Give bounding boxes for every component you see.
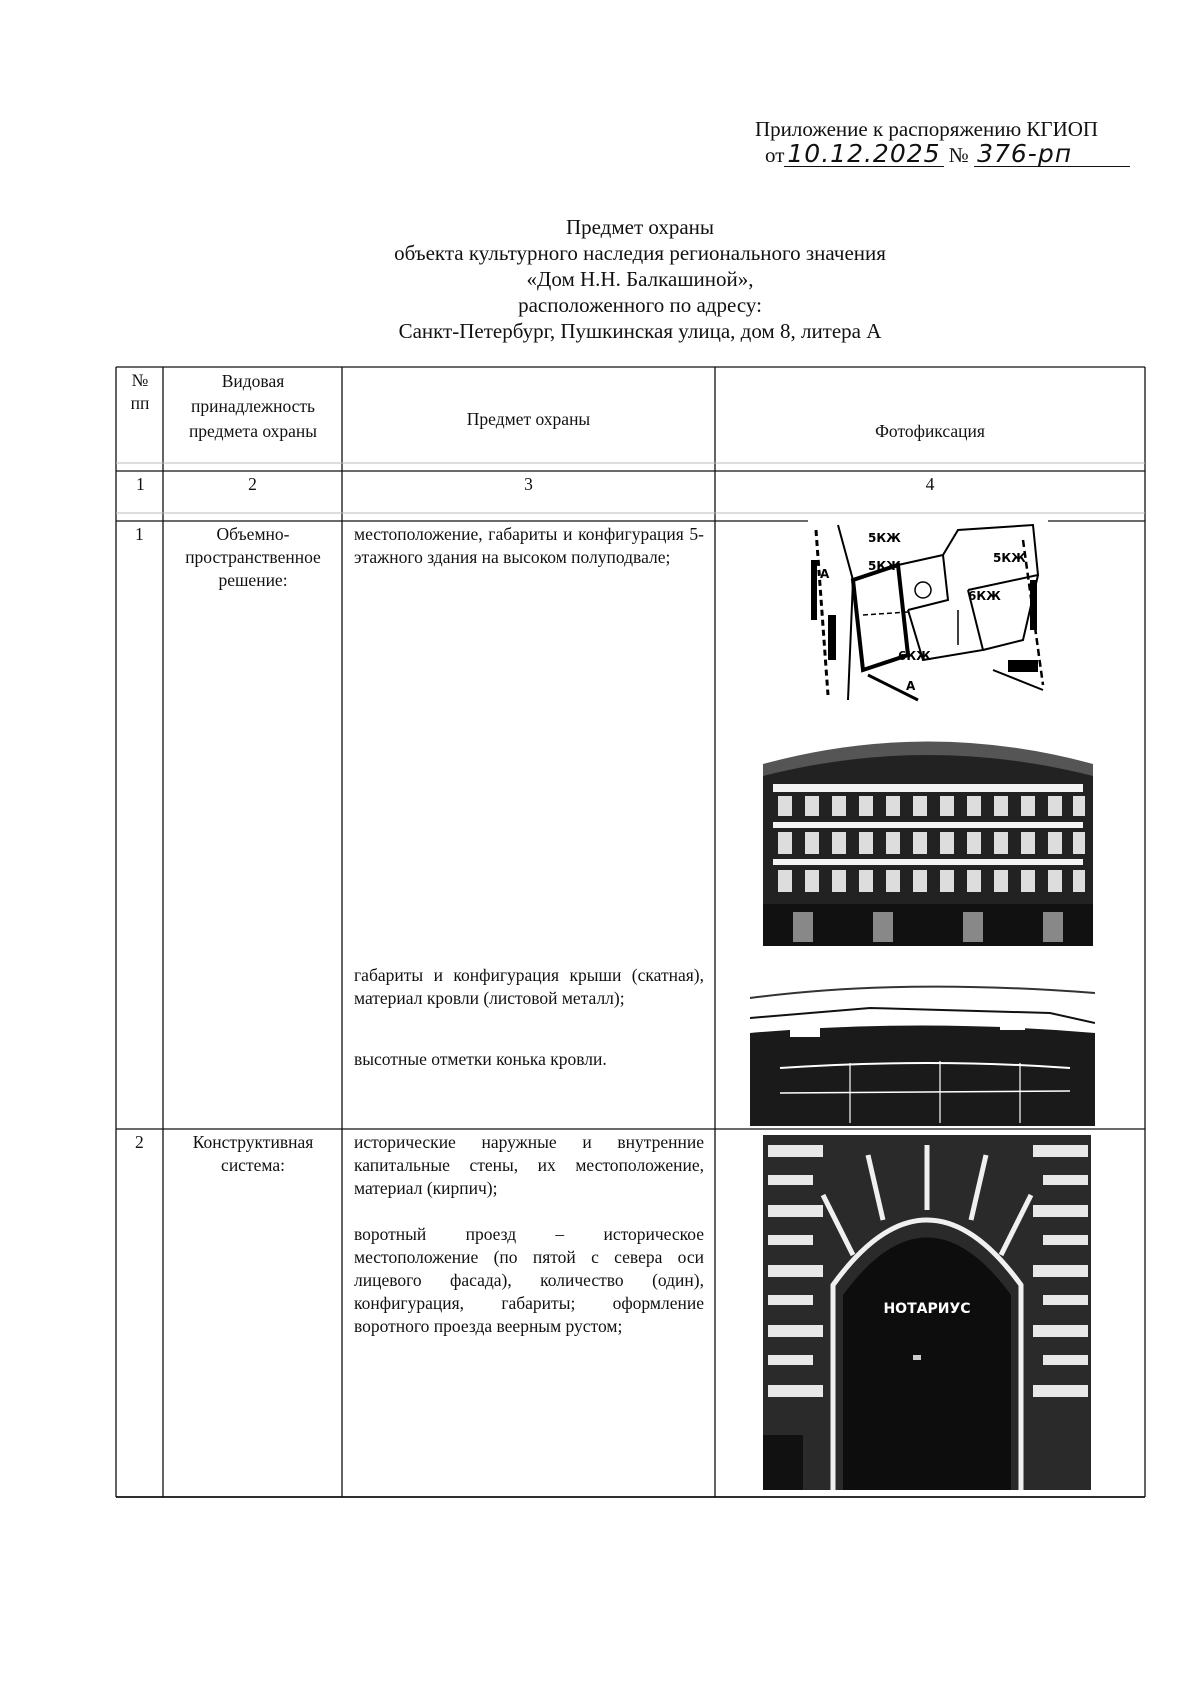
- header-number-abbr: пп: [130, 393, 150, 413]
- title-line: «Дом Н.Н. Балкашиной»,: [526, 267, 754, 291]
- col-number-1: 1: [136, 474, 145, 494]
- facade-photo: [763, 734, 1093, 946]
- document-title: [320, 214, 960, 344]
- number-prefix: №: [948, 143, 969, 167]
- appendix-date-line: [765, 139, 1130, 168]
- plan-label: А: [820, 567, 830, 581]
- title-line: расположенного по адресу:: [518, 293, 762, 317]
- header-photo: Фотофиксация: [875, 421, 985, 441]
- row-1-number: 1: [135, 524, 144, 544]
- roof-photo: [750, 973, 1095, 1126]
- site-plan-image: [808, 520, 1048, 705]
- row-2-item-walls: исторические наружные и внутренние капитальные стены, их местоположение, материал (кирпич);: [354, 1132, 704, 1198]
- header-type: Видовая принадлежность предмета охраны: [188, 371, 318, 441]
- col-number-4: 4: [925, 474, 935, 494]
- notary-sign: НОТАРИУС: [883, 1301, 971, 1317]
- date-prefix: от: [765, 143, 785, 167]
- order-number: 376-рп: [974, 142, 1130, 167]
- title-line: объекта культурного наследия регионального значения: [394, 241, 886, 265]
- plan-label: 6КЖ: [898, 649, 931, 663]
- row-1-item-location: местоположение, габариты и конфигурация 5-этажного здания на высоком полуподвале;: [354, 524, 704, 567]
- order-date: 10.12.2025: [784, 142, 943, 167]
- gateway-photo: [763, 1135, 1091, 1490]
- title-line: Санкт-Петербург, Пушкинская улица, дом 8, литера А: [398, 319, 882, 343]
- header-subject: Предмет охраны: [466, 409, 591, 429]
- row-2-item-gateway: воротный проезд – историческое местоположение (по пятой с севера оси лицевого фасада), количество (один), конфигурация, габариты; оформление воротного проезда веерным рустом;: [354, 1224, 704, 1336]
- title-line: Предмет охраны: [565, 215, 715, 239]
- plan-label: 5КЖ: [868, 559, 901, 573]
- col-number-3: 3: [524, 474, 533, 494]
- header-number: [118, 369, 162, 415]
- row-1-item-roof: габариты и конфигурация крыши (скатная), материал кровли (листовой металл);: [354, 965, 704, 1008]
- plan-label: А: [906, 679, 916, 693]
- row-1-item-ridge: высотные отметки конька кровли.: [354, 1049, 607, 1069]
- row-1-type: Объемно-пространственное решение:: [185, 524, 321, 590]
- row-2-number: 2: [135, 1132, 144, 1152]
- appendix-title: Приложение к распоряжению КГИОП: [755, 117, 1099, 141]
- plan-label: 6КЖ: [968, 589, 1001, 603]
- plan-label: 5КЖ: [868, 531, 901, 545]
- col-number-2: 2: [248, 474, 257, 494]
- header-number-symbol: №: [131, 370, 149, 390]
- row-2-type: Конструктивная система:: [192, 1132, 314, 1175]
- plan-label: 5КЖ: [993, 551, 1026, 565]
